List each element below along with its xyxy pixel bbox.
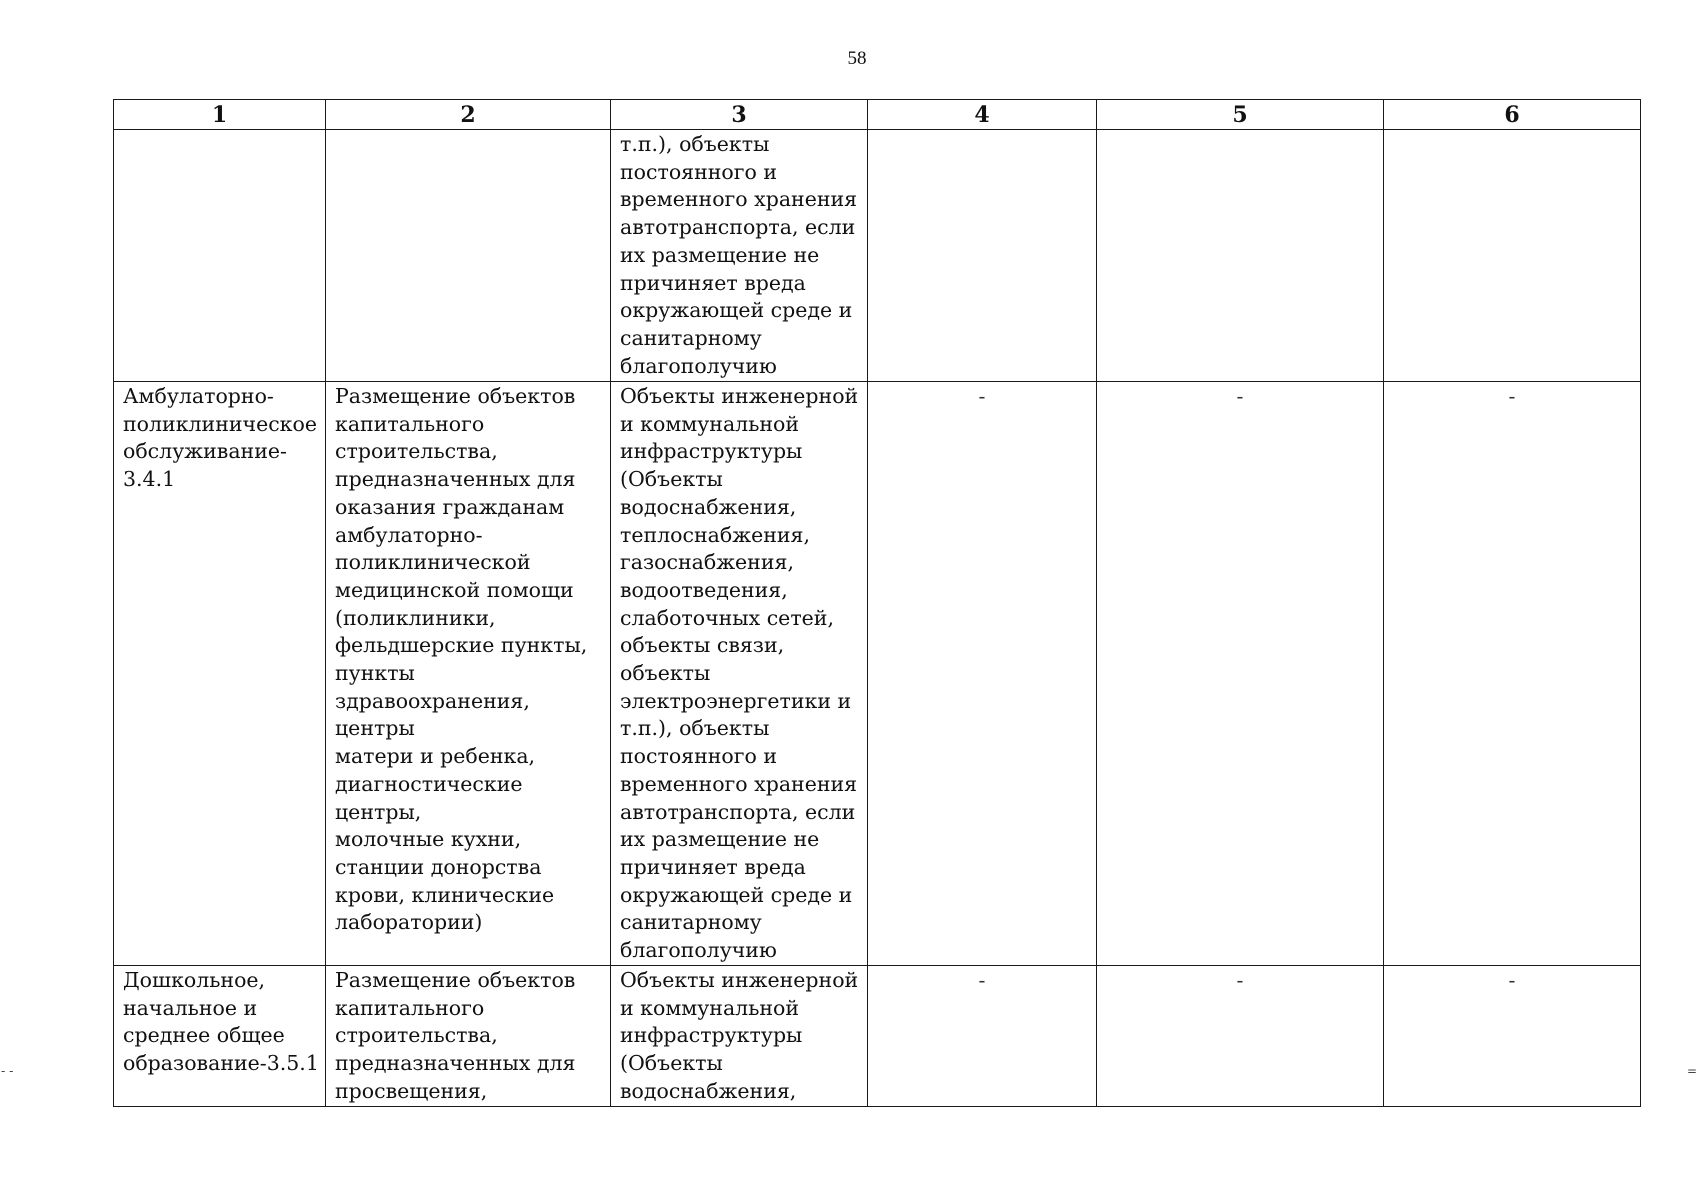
table-cell xyxy=(868,382,1097,966)
permitted-use-table xyxy=(113,99,1641,1107)
table-cell xyxy=(611,382,868,966)
table-cell xyxy=(1384,130,1641,382)
cell-text: т.п.), объекты постоянного и временного хранения автотранспорта, если их размещение не причиняет вреда окружающей среде и санитарному благополучию xyxy=(620,132,858,378)
cell-text xyxy=(326,130,610,131)
table-cell xyxy=(326,382,611,966)
column-header-5: 5 xyxy=(1097,100,1384,130)
column-header-4: 4 xyxy=(868,100,1097,130)
cell-text: Размещение объектов капитального строительства, предназначенных для оказания гражданам амбулаторно- поликлинической медицинской помощи (поликлиники, фельдшерские пункты, пункты здравоохранения, центры матери и ребенка, диагностические центры, молочные кухни, станции донорства крови, клинические лаборатории) xyxy=(335,384,588,935)
cell-text: Дошкольное, начальное и среднее общее образование-3.5.1 xyxy=(123,968,319,1076)
table-cell xyxy=(1097,130,1384,382)
header-row xyxy=(114,100,1641,130)
page-number: 58 xyxy=(847,48,867,69)
table-cell xyxy=(114,382,326,966)
table-cell xyxy=(611,130,868,382)
table-row-outpatient xyxy=(114,382,1641,966)
cell-text: Объекты инженерной и коммунальной инфраструктуры (Объекты водоснабжения, xyxy=(620,968,859,1103)
cell-text: - xyxy=(1236,384,1244,408)
cell-text xyxy=(868,130,1096,131)
cell-text xyxy=(114,130,325,131)
table-cell xyxy=(1384,966,1641,1107)
column-header-1: 1 xyxy=(114,100,326,130)
cell-text xyxy=(1097,130,1383,131)
cell-text: - xyxy=(1236,968,1244,992)
table-row-continuation xyxy=(114,130,1641,382)
table-cell xyxy=(114,966,326,1107)
column-header-2: 2 xyxy=(326,100,611,130)
column-header-3: 3 xyxy=(611,100,868,130)
cell-text: - xyxy=(978,968,986,992)
table-cell xyxy=(1097,382,1384,966)
cell-text xyxy=(1384,130,1640,131)
table-cell xyxy=(326,130,611,382)
cell-text: - xyxy=(978,384,986,408)
column-header-6: 6 xyxy=(1384,100,1641,130)
cell-text: - xyxy=(1508,384,1516,408)
cell-text: Объекты инженерной и коммунальной инфраструктуры (Объекты водоснабжения, теплоснабжения, газоснабжения, водоотведения, слаботочных сетей, объекты связи, объекты электроэнергетики и т.п.), объекты постоянного и временного хранения автотранспорта, если их размещение не причиняет вреда окружающей среде и санитарному благополучию xyxy=(620,384,859,963)
cell-text: Размещение объектов капитального строительства, предназначенных для просвещения, xyxy=(335,968,576,1103)
table-row-education xyxy=(114,966,1641,1107)
cell-text: Амбулаторно- поликлиническое обслуживание- 3.4.1 xyxy=(123,384,317,492)
table-cell xyxy=(1384,382,1641,966)
table-cell xyxy=(326,966,611,1107)
table-cell xyxy=(868,966,1097,1107)
left-margin-mark: - - xyxy=(1,1064,14,1078)
table-cell xyxy=(114,130,326,382)
table-cell xyxy=(868,130,1097,382)
table-cell xyxy=(611,966,868,1107)
right-margin-mark: = xyxy=(1687,1064,1697,1078)
table-cell xyxy=(1097,966,1384,1107)
cell-text: - xyxy=(1508,968,1516,992)
